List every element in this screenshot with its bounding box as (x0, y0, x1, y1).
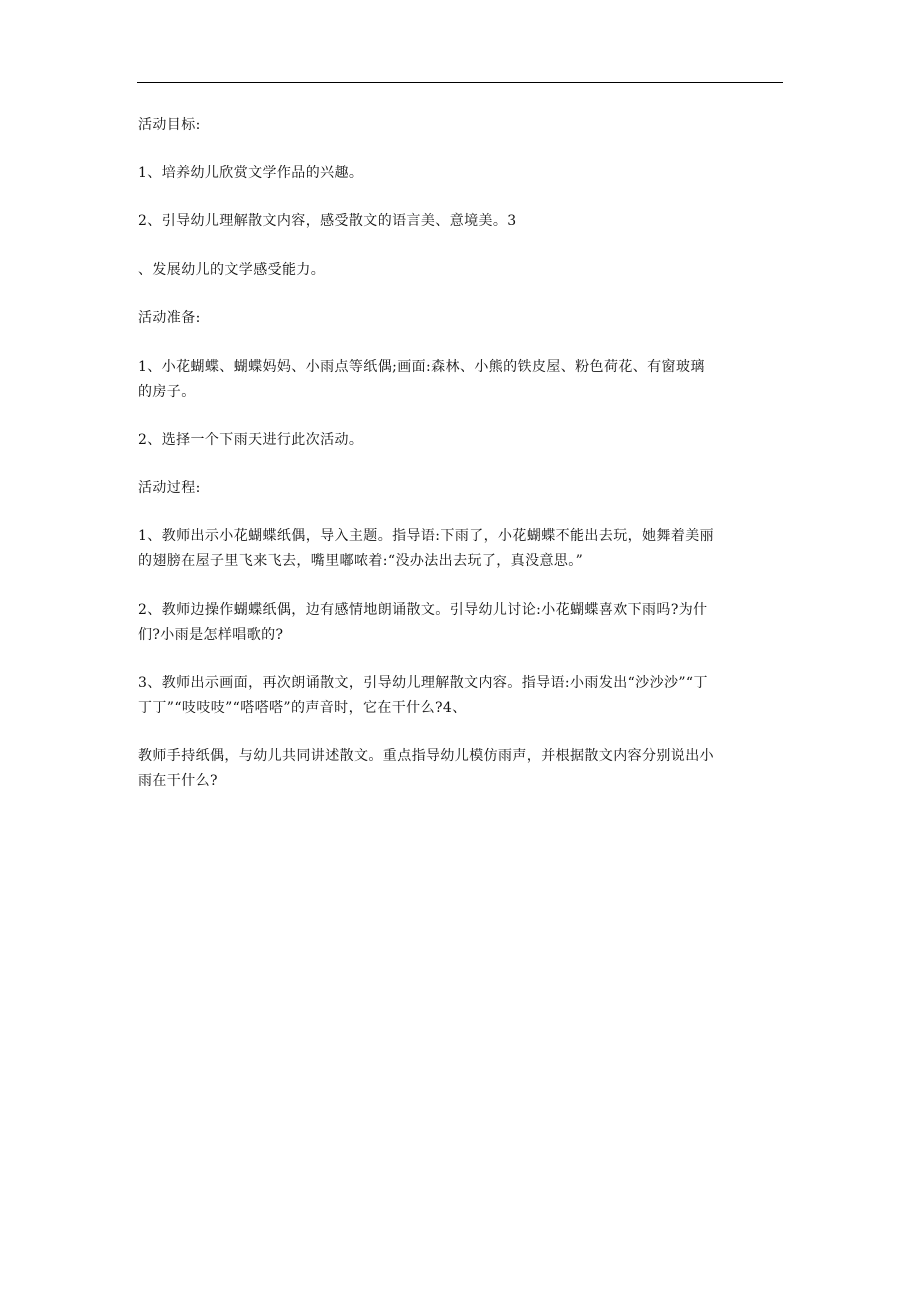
process-item-3-line-1: 3、教师出示画面，再次朗诵散文，引导幼儿理解散文内容。指导语:小雨发出“沙沙沙”“丁 (138, 675, 708, 691)
process-item-3-line-2: 丁丁”“吱吱吱”“嗒嗒嗒”的声音时，它在干什么?4、 (138, 700, 467, 716)
process-item-4-line-2: 雨在干什么? (138, 773, 218, 789)
goal-item-2: 2、引导幼儿理解散文内容，感受散文的语言美、意境美。3 (138, 213, 517, 229)
preparation-item-1-line-2: 的房子。 (138, 384, 196, 400)
preparation-item-2: 2、选择一个下雨天进行此次活动。 (138, 432, 364, 448)
header-rule (137, 82, 783, 83)
goal-item-1: 1、培养幼儿欣赏文学作品的兴趣。 (138, 165, 364, 181)
preparation-item-1-line-1: 1、小花蝴蝶、蝴蝶妈妈、小雨点等纸偶;画面:森林、小熊的铁皮屋、粉色荷花、有窗玻璃 (138, 359, 705, 375)
process-item-1-line-2: 的翅膀在屋子里飞来飞去，嘴里嘟哝着:“没办法出去玩了，真没意思。” (138, 553, 584, 569)
process-item-2-line-1: 2、教师边操作蝴蝶纸偶，边有感情地朗诵散文。引导幼儿讨论:小花蝴蝶喜欢下雨吗?为什 (138, 602, 708, 618)
process-item-4-line-1: 教师手持纸偶，与幼儿共同讲述散文。重点指导幼儿模仿雨声，并根据散文内容分别说出小 (138, 748, 714, 764)
process-item-2-line-2: 们?小雨是怎样唱歌的? (138, 627, 284, 643)
goal-item-3: 、发展幼儿的文学感受能力。 (138, 262, 326, 278)
section-heading-goals: 活动目标: (138, 117, 201, 133)
section-heading-preparation: 活动准备: (138, 310, 201, 326)
section-heading-process: 活动过程: (138, 480, 201, 496)
process-item-1-line-1: 1、教师出示小花蝴蝶纸偶，导入主题。指导语:下雨了，小花蝴蝶不能出去玩，她舞着美丽 (138, 528, 715, 544)
